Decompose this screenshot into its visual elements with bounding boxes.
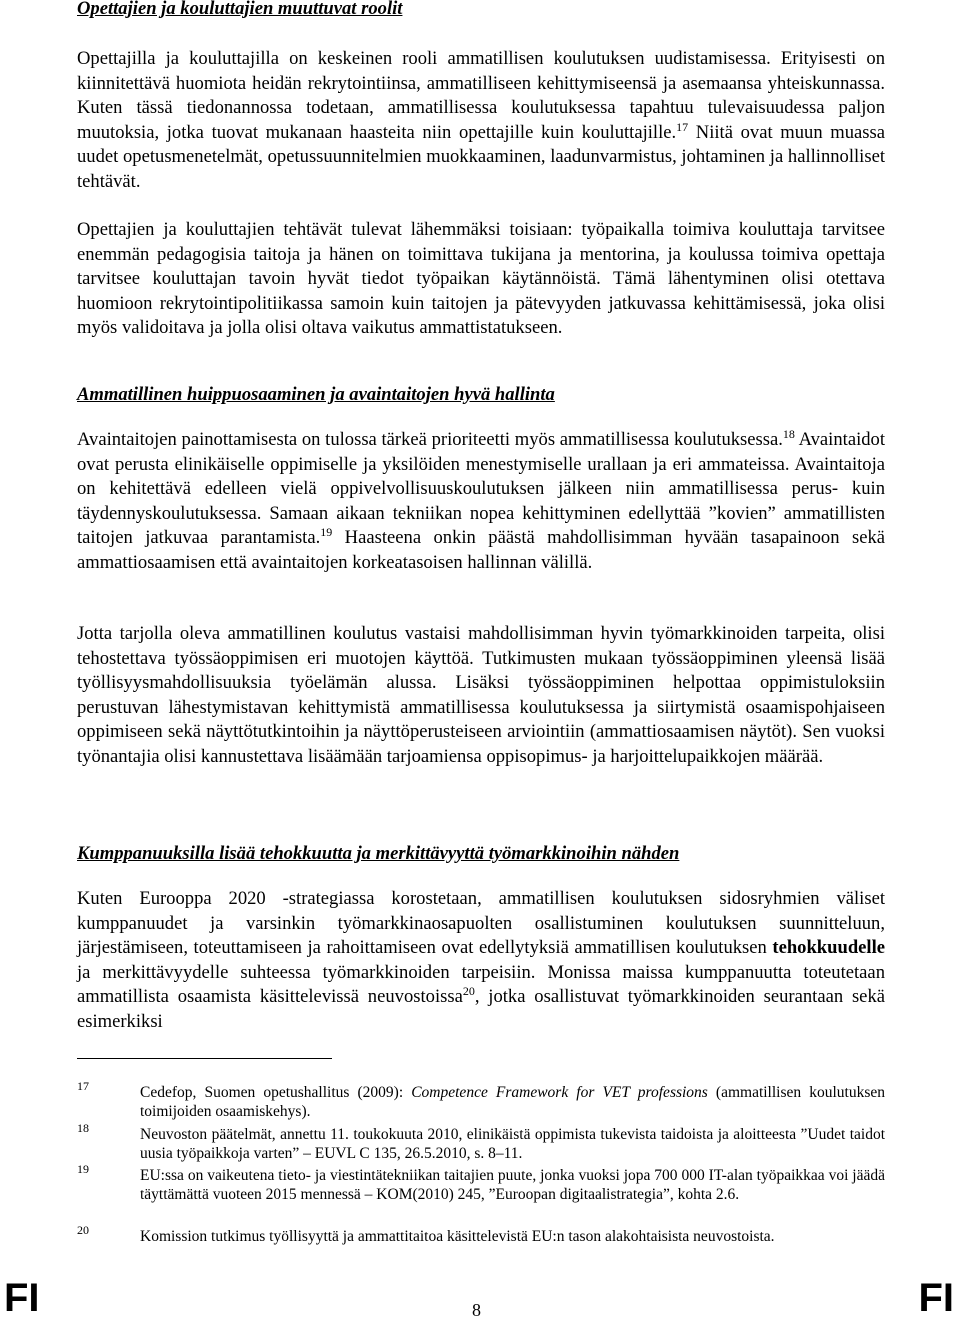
footnote-text (140, 1083, 885, 1121)
footnote-text: Neuvoston päätelmät, annettu 11. toukokuuta 2010, elinikäistä oppimista tukevista taidoista ja aloitteesta ”Uudet taidot uusia työpaikkoja varten” – EUVL C 135, 26.5.2010, s. 8–11. (140, 1126, 885, 1162)
text-segment: Avaintaitojen painottamisesta on tulossa tärkeä prioriteetti myös ammatillisessa koulutuksessa. (77, 429, 783, 450)
page-number: 8 (472, 1300, 481, 1320)
footnote-text: Komission tutkimus työllisyyttä ja ammattitaitoa käsittelevistä EU:n tason alakohtaisista neuvostoista. (140, 1228, 775, 1245)
paragraph-partnerships-1 (77, 887, 885, 1035)
paragraph-roles-2: Opettajien ja kouluttajien tehtävät tulevat lähemmäksi toisiaan: työpaikalla toimiva kouluttaja tarvitsee enemmän pedagogisia taitoja ja hänen on toimittava tukijana ja mentorina, ja koulussa toimiva opettaja tarvitsee kouluttajan tavoin hyvät tiedot työpaikan käytännöistä. Tämä lähentyminen olisi otettava huomioon rekrytointipolitiikassa samoin kuin taitojen ja pätevyyden jatkuvassa kehittämisessä, joka olisi myös validoitava ja jolla olisi oltava vaikutus ammattistatukseen. (77, 219, 885, 339)
text-segment: (ammatillisen koulutuksen toimijoiden osaamiskehys). (140, 1084, 885, 1120)
footnote-number: 18 (77, 1121, 89, 1135)
footnote-number: 17 (77, 1079, 89, 1093)
text-segment: ja merkittävyydelle suhteessa työmarkkinoiden tarpeisiin. Monissa maissa kumppanuutta toteutetaan ammatillista osaamista käsittelevissä neuvostoissa (77, 961, 885, 1008)
footnote-ref-19[interactable]: 19 (320, 525, 333, 540)
section-heading-roles: Opettajien ja kouluttajien muuttuvat roolit (77, 0, 403, 19)
section-heading-partnerships: Kumppanuuksilla lisää tehokkuutta ja merkittävyyttä työmarkkinoihin nähden (77, 843, 680, 864)
language-code-right: FI (918, 1276, 954, 1320)
footnote-number: 19 (77, 1162, 89, 1176)
paragraph-roles-1 (77, 47, 885, 195)
footnote-ref-18[interactable]: 18 (782, 426, 795, 441)
italic-title: Competence Framework for VET professions (411, 1084, 708, 1101)
paragraph-excellence-2: Jotta tarjolla oleva ammatillinen koulutus vastaisi mahdollisimman hyvin työmarkkinoiden tarpeita, olisi tehostettava työssäoppimisen eri muotojen käyttöä. Tutkimusten mukaan työssäoppiminen yleensä lisää työllisyysmahdollisuuksia työelämän alussa. Lisäksi työssäoppiminen helpottaa oppimistuloksiin perustuvan lähestymistavan kehittymistä ammatillisessa koulutuksessa ja siirtymistä osaamispohjaiseen oppimiseen sekä näyttötutkintoihin ja näyttöperusteiseen arviointiin (ammattiosaamisen näytöt). Sen vuoksi työnantajia olisi kannustettava lisäämään tarjoamiensa oppisopimus- ja harjoittelupaikkojen määrää. (77, 623, 885, 767)
language-code-left: FI (4, 1276, 40, 1320)
text-segment: , jotka osallistuvat työmarkkinoiden seurantaan sekä esimerkiksi (77, 986, 885, 1032)
paragraph-excellence-1 (77, 428, 885, 576)
footnote-number: 20 (77, 1223, 89, 1237)
text-segment: Opettajilla ja kouluttajilla on keskeinen rooli ammatillisen koulutuksen uudistamisessa. Erityisesti on kiinnitettävä huomiota heidän rekrytointiinsa, ammatilliseen kehittymiseensä ja asemaansa yhteiskunnassa. Kuten tässä tiedonannossa todetaan, ammatillisessa koulutuksessa tapahtuu tulevaisuudessa paljon muutoksia, jotka tuovat mukanaan haasteita niin opettajille kuin kouluttajille. (77, 48, 885, 143)
text-segment: Cedefop, Suomen opetushallitus (2009): (140, 1084, 412, 1101)
text-segment: Niitä ovat muun muassa uudet opetusmenetelmät, opetussuunnitelmien muokkaaminen, laadunvarmistus, johtaminen ja hallinnolliset tehtävät. (77, 121, 885, 192)
footnote-separator (77, 1058, 332, 1059)
text-segment: Haasteena onkin päästä mahdollisimman hyvään tasapainoon sekä ammattiosaamisen että avaintaitojen korkeatasoisen hallinnan välillä. (77, 527, 885, 573)
footnote-text: EU:ssa on vaikeutena tieto- ja viestintätekniikan taitajien puute, jonka vuoksi jopa 700 000 IT-alan työpaikkaa voi jäädä täyttämättä vuoteen 2015 mennessä – KOM(2010) 245, ”Euroopan digitaalistrategia”, kohta 2.6. (140, 1167, 885, 1203)
text-segment: Kuten Eurooppa 2020 -strategiassa korostetaan, ammatillisen koulutuksen sidosryhmien väliset kumppanuudet ja varsinkin työmarkkinaosapuolten osallistuminen koulutuksen suunnitteluun, järjestämiseen, toteuttamiseen ja rahoittamiseen ovat edellytyksiä ammatillisen koulutuksen (77, 888, 885, 959)
bold-term: tehokkuudelle (772, 937, 885, 959)
footnote-ref-17[interactable]: 17 (676, 119, 689, 134)
section-heading-excellence: Ammatillinen huippuosaaminen ja avaintaitojen hyvä hallinta (77, 384, 555, 405)
footnote-ref-20[interactable]: 20 (462, 984, 475, 999)
text-segment: Avaintaidot ovat perusta elinikäiselle oppimiselle ja yksilöiden menestymiselle urallaan ja eri ammateissa. Avaintaitoja on kehitettävä edelleen vielä oppivelvollisuuskoulutuksen jälkeen niin ammatillisessa perus- kuin täydennyskoulutuksessa. Samaan aikaan tekniikan nopea kehittyminen edellyttää ”kovien” ammatillisten taitojen jatkuvaa parantamista. (77, 429, 885, 549)
